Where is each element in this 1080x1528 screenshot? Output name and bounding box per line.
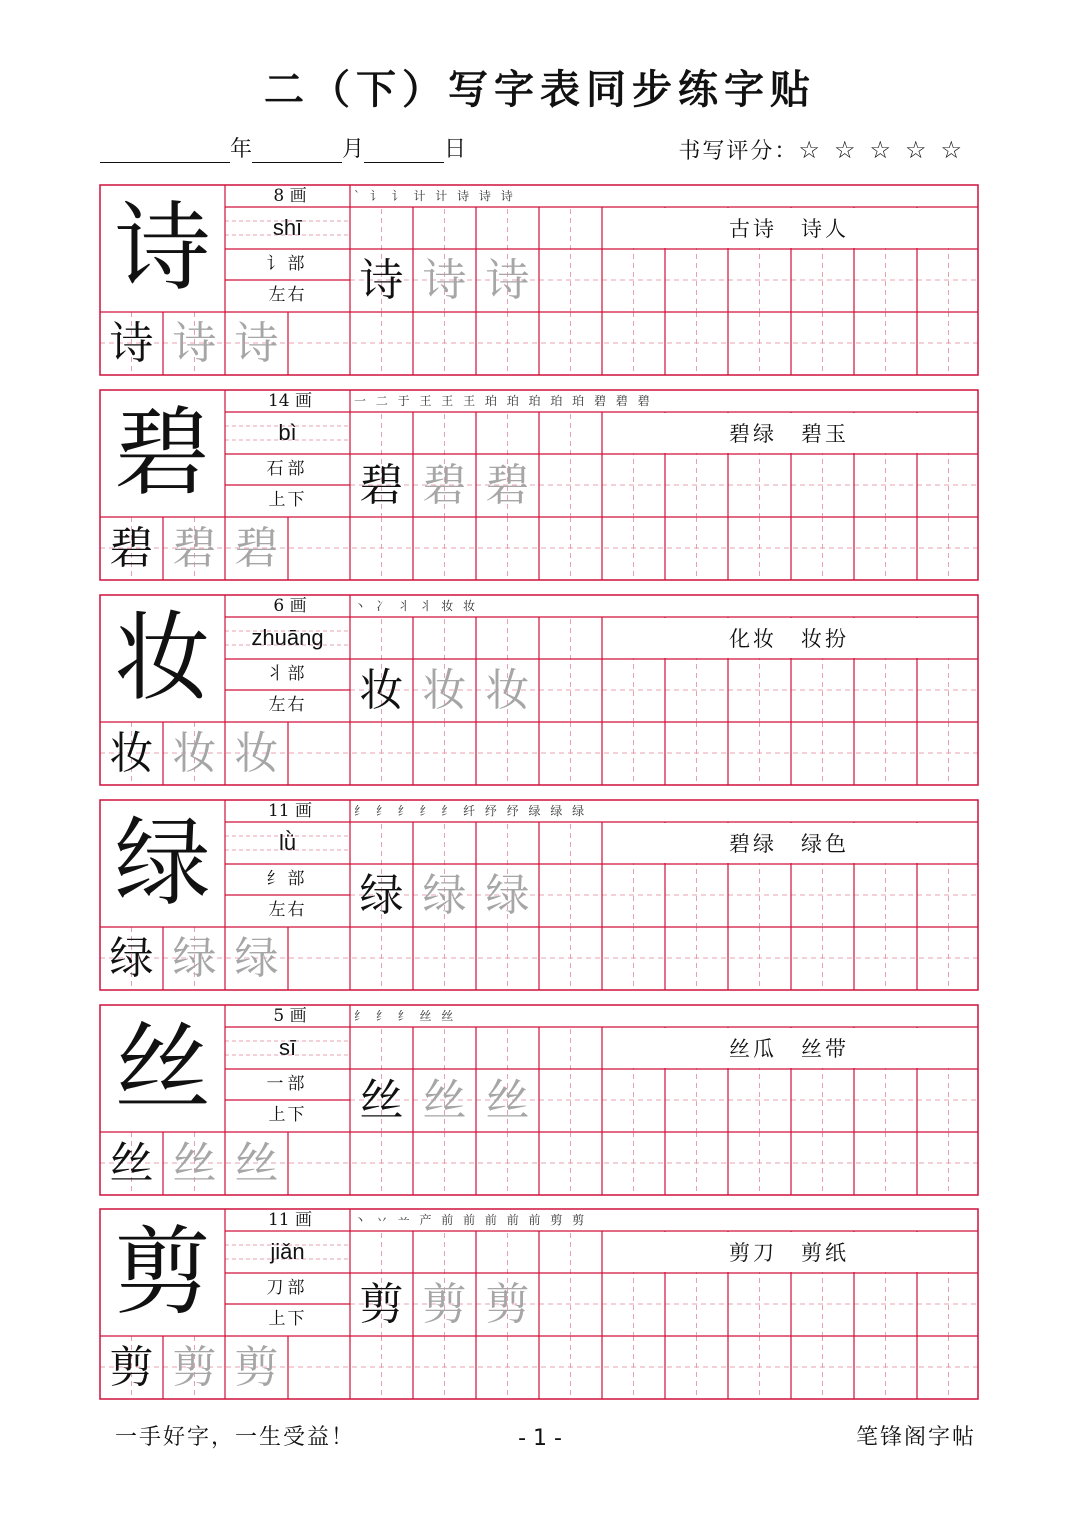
model-character: 碧 (114, 397, 211, 509)
trace-character-gray: 诗 (485, 255, 530, 306)
stroke-order: 纟 纟 纟 纟 纟 纤 纾 纾 绿 绿 绿 (354, 804, 588, 818)
example-words: 剪刀 剪纸 (729, 1241, 849, 1265)
radical: 纟部 (266, 869, 309, 889)
trace-character-solid: 碧 (109, 523, 154, 574)
trace-character-gray: 剪 (172, 1342, 217, 1393)
trace-character-gray: 绿 (172, 933, 217, 984)
trace-character-gray: 剪 (422, 1279, 467, 1330)
trace-character-gray: 诗 (172, 318, 217, 369)
trace-character-solid: 剪 (109, 1342, 154, 1393)
trace-character-gray: 碧 (485, 460, 530, 511)
radical: 丬部 (266, 664, 309, 684)
radical: 刀部 (266, 1278, 309, 1298)
stroke-count: 11 画 (267, 1210, 313, 1230)
day-blank[interactable] (364, 140, 444, 163)
stroke-order: 一 二 于 王 王 王 珀 珀 珀 珀 珀 碧 碧 碧 (354, 394, 653, 408)
pinyin: bì (278, 420, 297, 445)
trace-character-gray: 碧 (172, 523, 217, 574)
trace-character-solid: 剪 (359, 1279, 404, 1330)
trace-character-gray: 绿 (234, 933, 279, 984)
example-words: 化妆 妆扮 (729, 627, 849, 651)
stroke-count: 8 画 (273, 186, 307, 206)
character-block (100, 595, 978, 785)
example-words: 碧绿 碧玉 (729, 422, 849, 446)
pinyin: sī (278, 1035, 297, 1060)
trace-character-gray: 妆 (234, 728, 279, 779)
stroke-count: 6 画 (273, 596, 307, 616)
trace-character-gray: 诗 (234, 318, 279, 369)
date-line (100, 132, 466, 163)
trace-character-solid: 诗 (109, 318, 154, 369)
trace-character-gray: 碧 (422, 460, 467, 511)
trace-character-gray: 绿 (422, 870, 467, 921)
trace-character-solid: 碧 (359, 460, 404, 511)
pinyin: lǜ (278, 830, 297, 855)
trace-character-gray: 妆 (172, 728, 217, 779)
stroke-count: 11 画 (267, 801, 313, 821)
radical: 讠部 (266, 254, 309, 274)
writing-score (678, 134, 976, 165)
rating-label: 书写评分： (678, 139, 799, 164)
footer-brand: 笔锋阁字帖 (855, 1425, 976, 1450)
trace-character-gray: 妆 (485, 665, 530, 716)
trace-character-gray: 碧 (234, 523, 279, 574)
model-character: 妆 (114, 602, 211, 714)
trace-character-solid: 妆 (109, 728, 154, 779)
example-words: 碧绿 绿色 (729, 832, 849, 856)
trace-character-gray: 丝 (422, 1075, 467, 1126)
year-blank[interactable] (100, 140, 230, 163)
rating-stars-icon[interactable]: ☆☆☆☆☆ (798, 136, 976, 164)
radical: 一部 (266, 1074, 309, 1094)
year-label: 年 (230, 137, 253, 162)
character-block (100, 1005, 978, 1195)
example-words: 古诗 诗人 (729, 217, 849, 241)
trace-character-gray: 剪 (485, 1279, 530, 1330)
structure: 左右 (268, 285, 307, 305)
trace-character-gray: 妆 (422, 665, 467, 716)
trace-character-solid: 绿 (109, 933, 154, 984)
trace-character-gray: 丝 (485, 1075, 530, 1126)
radical: 石部 (266, 459, 309, 479)
structure: 左右 (268, 900, 307, 920)
character-block (100, 390, 978, 580)
character-block (100, 1209, 978, 1399)
example-words: 丝瓜 丝带 (729, 1037, 849, 1061)
stroke-count: 14 画 (267, 391, 313, 411)
stroke-order: 纟 纟 纟 丝 丝 (354, 1009, 457, 1023)
stroke-order: ` 讠 讠 计 计 诗 诗 诗 (354, 189, 516, 203)
character-block (100, 185, 978, 375)
month-label: 月 (342, 137, 365, 162)
day-label: 日 (444, 137, 467, 162)
trace-character-solid: 妆 (359, 665, 404, 716)
trace-character-gray: 丝 (172, 1138, 217, 1189)
structure: 上下 (268, 490, 307, 510)
model-character: 剪 (114, 1216, 211, 1328)
page-number: - 1 - (518, 1426, 562, 1451)
stroke-order: 丶 冫 丬 丬 妆 妆 (354, 599, 479, 613)
model-character: 绿 (114, 807, 211, 919)
trace-character-gray: 诗 (422, 255, 467, 306)
trace-character-solid: 诗 (359, 255, 404, 306)
model-character: 诗 (114, 192, 211, 304)
pinyin: zhuāng (251, 625, 324, 650)
trace-character-solid: 丝 (109, 1138, 154, 1189)
structure: 上下 (268, 1309, 307, 1329)
structure: 左右 (268, 695, 307, 715)
footer-motto: 一手好字，一生受益！ (115, 1425, 356, 1450)
character-block (100, 800, 978, 990)
structure: 上下 (268, 1105, 307, 1125)
trace-character-solid: 丝 (359, 1075, 404, 1126)
trace-character-gray: 绿 (485, 870, 530, 921)
stroke-count: 5 画 (273, 1006, 307, 1026)
stroke-order: 丶 丷 䒑 产 前 前 前 前 前 剪 剪 (354, 1213, 588, 1227)
trace-character-gray: 剪 (234, 1342, 279, 1393)
pinyin: shī (272, 215, 303, 240)
model-character: 丝 (114, 1012, 211, 1124)
page-title: 二（下）写字表同步练字贴 (264, 66, 816, 113)
month-blank[interactable] (252, 140, 342, 163)
trace-character-gray: 丝 (234, 1138, 279, 1189)
pinyin: jiǎn (270, 1239, 305, 1264)
trace-character-solid: 绿 (359, 870, 404, 921)
